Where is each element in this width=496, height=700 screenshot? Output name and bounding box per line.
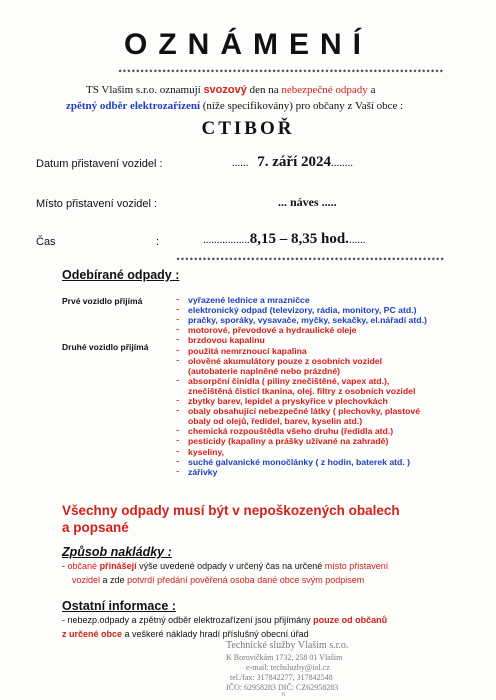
date-value: 7. září 2024	[257, 154, 331, 170]
item-dash: -	[176, 374, 180, 386]
waste-item: (autobaterie naplněné nebo prázdné)	[188, 365, 341, 376]
time-dots-after: ......	[348, 234, 366, 246]
date-row	[232, 154, 353, 171]
stamp-line-6: 6	[282, 692, 285, 698]
time-dots-before: .................	[203, 234, 250, 246]
date-dots-before: ......	[232, 157, 249, 169]
first-vehicle-label: Prvé vozidlo přijímá	[62, 296, 143, 306]
waste-item: absorpční činidla ( piliny znečištěné, vapex atd.),	[188, 375, 390, 386]
item-dash: -	[176, 294, 180, 305]
stars-divider-top: **************************************************************************	[118, 70, 444, 78]
collected-heading: Odebírané odpady :	[62, 268, 180, 282]
waste-item: použitá nemrznoucí kapalina	[188, 345, 307, 356]
stamp-line-4: tel./fax: 317842277, 317842548	[230, 673, 333, 682]
intro-company: TS Vlašim s.r.o. oznamují	[86, 84, 201, 96]
stamp-line-3: e-mail: techsluzby@iol.cz	[246, 663, 330, 672]
other-line-2	[62, 629, 309, 639]
method-obcane: občané	[67, 561, 98, 571]
other-pouze: pouze od občanů	[313, 615, 388, 625]
item-dash: -	[176, 455, 180, 467]
waste-item: olověné akumulátory pouze z osobních vozidel	[188, 355, 383, 366]
item-dash: -	[176, 304, 180, 316]
stamp-line-2: K Borovičkám 1732, 258 01 Vlašim	[226, 653, 343, 662]
intro-line-1	[86, 84, 375, 96]
method-text-1: výše uvedené odpady v určený čas na určené	[139, 561, 323, 571]
time-label: Čas	[36, 236, 56, 248]
item-dash: -	[176, 445, 180, 457]
warning-line-2: a popsané	[62, 520, 129, 535]
stamp-line-1: Technické služby Vlašim s.r.o.	[226, 640, 349, 651]
method-text-3: dané obce svým podpisem	[257, 575, 365, 585]
item-dash: -	[176, 465, 180, 477]
other-text-1: - nebezp.odpady a zpětný odběr elektrozařízení jsou přijímány	[62, 615, 311, 625]
method-potvrdi: potvrdí předání pověřená osoba	[127, 575, 255, 585]
warning-line-1: Všechny odpady musí být v nepoškozených obalech	[62, 503, 400, 518]
intro-line-2	[66, 100, 403, 112]
waste-item: suché galvanické monočlánky ( z hodin, baterek atd. )	[188, 456, 411, 467]
item-dash: -	[176, 334, 180, 346]
date-label: Datum přistavení vozidel :	[36, 158, 163, 170]
page-title: OZNÁMENÍ	[124, 28, 372, 61]
waste-item: brzdovou kapalinu	[188, 335, 265, 346]
method-heading: Způsob nakládky :	[62, 545, 172, 559]
stars-divider-mid: *************************************************************	[176, 258, 445, 266]
item-dash: -	[176, 324, 180, 336]
time-colon: :	[156, 236, 160, 248]
intro-rest: (níže specifikovány) pro občany z Vaší obce :	[202, 100, 404, 112]
stamp-line-5: IČO: 62958283 DIČ: CZ62958283	[226, 683, 339, 692]
method-prinaseji: přinášejí	[99, 561, 137, 571]
waste-item: chemická rozpouštědla všeho druhu (ředidla atd.)	[188, 426, 394, 437]
waste-item: zbytky barev, lepidel a pryskyřice v plechovkách	[188, 396, 388, 406]
other-line-1	[62, 615, 387, 625]
item-dash: -	[176, 425, 180, 437]
method-line-2	[72, 575, 364, 585]
waste-item: elektronický odpad (televizory, rádia, monitory, PC atd.)	[188, 305, 417, 316]
other-urcene: z určené obce	[62, 629, 123, 639]
time-row	[203, 231, 365, 248]
item-dash: -	[176, 344, 180, 356]
second-vehicle-label: Druhé vozidlo přijímá	[62, 342, 149, 352]
item-dash: -	[176, 395, 180, 406]
time-value: 8,15 – 8,35 hod.	[249, 231, 349, 247]
intro-zpetny: zpětný odběr elektrozařízení	[66, 100, 201, 112]
item-dash: -	[176, 314, 180, 326]
method-text-2: a zde	[102, 575, 125, 585]
waste-item: motorové, převodové a hydraulické oleje	[188, 325, 357, 336]
other-heading: Ostatní informace :	[62, 599, 176, 613]
place-value: ... náves .....	[278, 195, 337, 209]
town-name: CTIBOŘ	[201, 118, 295, 139]
method-vozidel: vozidel	[72, 575, 101, 585]
waste-item: zářivky	[188, 466, 218, 477]
method-line-1	[62, 561, 388, 571]
item-dash: -	[176, 405, 180, 417]
item-dash: -	[176, 354, 180, 366]
place-label: Místo přistavení vozidel :	[36, 198, 158, 210]
waste-item: kyseliny,	[188, 446, 225, 457]
intro-den-na: den na	[249, 84, 279, 96]
waste-item: pesticidy (kapaliny a prášky užívané na zahradě)	[188, 436, 389, 447]
waste-item: pračky, sporáky, vysavače, myčky, sekačky, el.nářadí atd.)	[188, 315, 427, 326]
waste-item: znečištěná čisticí tkanina, olej. filtry z osobních vozidel	[188, 385, 416, 396]
item-dash: -	[176, 435, 180, 447]
intro-nebezpecne: nebezpečné odpady	[281, 84, 368, 96]
other-text-2: a veškeré náklady hradí příslušný obecní úřad	[124, 629, 309, 639]
waste-item: obaly obsahující nebezpečné látky ( plechovky, plastové	[188, 406, 421, 417]
method-dash: -	[62, 561, 65, 571]
intro-a: a	[370, 84, 376, 96]
method-misto: místo přistavení	[324, 561, 389, 571]
waste-item: vyřazené lednice a mrazničce	[188, 295, 310, 305]
date-dots-after: ........	[330, 157, 353, 169]
intro-svozovy: svozový	[203, 84, 247, 96]
waste-item: obaly od olejů, ředidel, barev, kyselin atd.)	[188, 416, 363, 427]
